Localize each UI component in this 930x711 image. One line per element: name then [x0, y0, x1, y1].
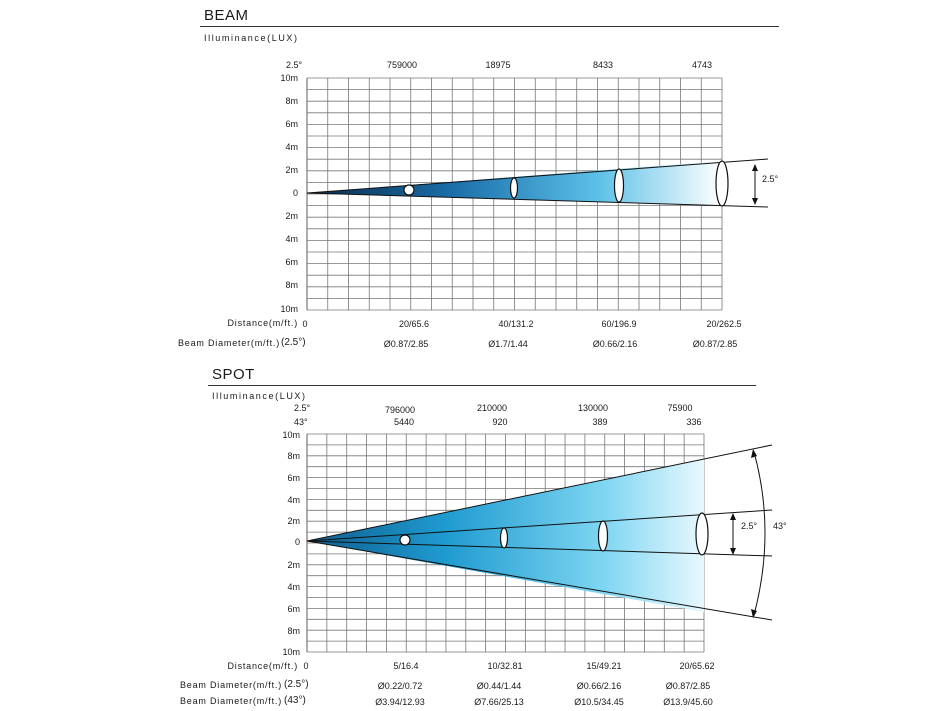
spot-title: SPOT [212, 366, 255, 383]
beam-diameter-2: Ø1.7/1.44 [488, 339, 528, 349]
spot-angle-label-narrow: 2.5° [294, 403, 311, 413]
beam-y-label: 2m [285, 165, 298, 175]
spot-distance-2: 10/32.81 [487, 661, 523, 671]
spot-lux-wide-2: 920 [492, 417, 508, 427]
beam-y-label: 10m [280, 73, 298, 83]
spot-section-4 [696, 513, 708, 555]
spot-diameter-wide-3: Ø10.5/34.45 [574, 697, 624, 707]
spot-narrow-arrow-head-top [730, 513, 736, 520]
spot-side-angle-narrow: 2.5° [741, 521, 758, 531]
spot-diameter-narrow-4: Ø0.87/2.85 [665, 681, 711, 691]
spot-distance-0: 0 [303, 661, 309, 671]
beam-lux-3: 8433 [592, 60, 614, 70]
beam-title: BEAM [204, 7, 249, 24]
beam-y-label: 6m [285, 119, 298, 129]
beam-diameter-3: Ø0.66/2.16 [592, 339, 638, 349]
beam-distance-2: 40/131.2 [498, 319, 534, 329]
spot-section-2 [501, 528, 508, 548]
spot-distance-1: 5/16.4 [393, 661, 419, 671]
spot-diameter-narrow-3: Ø0.66/2.16 [576, 681, 622, 691]
spot-diameter-narrow-2: Ø0.44/1.44 [476, 681, 522, 691]
spot-diameter-narrow-1: Ø0.22/0.72 [377, 681, 423, 691]
beam-diameter-4: Ø0.87/2.85 [692, 339, 738, 349]
beam-y-label: 8m [285, 96, 298, 106]
spot-diameter-wide-4: Ø13.9/45.60 [663, 697, 713, 707]
spot-distance-3: 15/49.21 [586, 661, 622, 671]
spot-y-label: 10m [282, 647, 300, 657]
spot-lux-narrow-4: 75900 [667, 403, 693, 413]
spot-diameter-title-narrow: Beam Diameter(m/ft.) [179, 680, 282, 690]
spot-y-label: 4m [287, 582, 300, 592]
beam-distance-3: 60/196.9 [601, 319, 637, 329]
spot-y-label: 8m [287, 451, 300, 461]
spot-y-label: 4m [287, 495, 300, 505]
spot-y-label: 10m [282, 430, 300, 440]
beam-distance-1: 20/65.6 [398, 319, 430, 329]
spot-y-label: 6m [287, 473, 300, 483]
beam-angle-label: 2.5° [286, 60, 303, 70]
beam-diameter-1: Ø0.87/2.85 [383, 339, 429, 349]
beam-y-label: 8m [285, 280, 298, 290]
spot-lux-narrow-2: 210000 [476, 403, 508, 413]
beam-y-label: 2m [285, 211, 298, 221]
beam-side-angle-label: 2.5° [762, 174, 779, 184]
beam-y-label: 4m [285, 142, 298, 152]
spot-lux-wide-3: 389 [592, 417, 608, 427]
spot-lux-wide-1: 5440 [393, 417, 415, 427]
spot-lux-narrow-3: 130000 [577, 403, 609, 413]
spot-side-angle-wide: 43° [773, 521, 787, 531]
spot-section-1 [400, 535, 410, 545]
spot-wide-arc-head-top [751, 449, 757, 458]
spot-diameter-angle-narrow: (2.5°) [284, 679, 309, 690]
spot-angle-label-wide: 43° [294, 417, 308, 427]
spot-diameter-angle-wide: (43°) [284, 695, 306, 706]
spot-y-label: 2m [287, 516, 300, 526]
beam-lux-2: 18975 [485, 60, 511, 70]
spot-y-label: 8m [287, 626, 300, 636]
beam-subtitle: Illuminance(LUX) [204, 33, 299, 43]
spot-subtitle: Illuminance(LUX) [212, 391, 307, 401]
beam-y-label: 10m [280, 304, 298, 314]
beam-lux-1: 759000 [386, 60, 418, 70]
beam-distance-title: Distance(m/ft.) [227, 318, 298, 328]
beam-y-label: 0 [292, 188, 298, 198]
spot-y-label: 6m [287, 604, 300, 614]
beam-diameter-angle: (2.5°) [281, 337, 306, 348]
spot-wide-angle-arc [754, 452, 765, 615]
spot-y-label: 0 [294, 537, 300, 547]
spot-diameter-wide-1: Ø3.94/12.93 [375, 697, 425, 707]
beam-diameter-title: Beam Diameter(m/ft.) [177, 338, 280, 348]
beam-distance-4: 20/262.5 [706, 319, 742, 329]
spot-distance-4: 20/65.62 [679, 661, 715, 671]
spot-lux-wide-4: 336 [686, 417, 702, 427]
spot-section-3 [599, 521, 608, 551]
spot-diameter-wide-2: Ø7.66/25.13 [474, 697, 524, 707]
spot-diameter-title-wide: Beam Diameter(m/ft.) [179, 696, 282, 706]
beam-y-label: 4m [285, 234, 298, 244]
spot-distance-title: Distance(m/ft.) [227, 661, 298, 671]
spot-lux-narrow-1: 796000 [384, 405, 416, 415]
beam-distance-0: 0 [302, 319, 308, 329]
beam-y-label: 6m [285, 257, 298, 267]
spot-y-label: 2m [287, 560, 300, 570]
beam-lux-4: 4743 [691, 60, 713, 70]
spot-narrow-arrow-head-bottom [730, 548, 736, 555]
